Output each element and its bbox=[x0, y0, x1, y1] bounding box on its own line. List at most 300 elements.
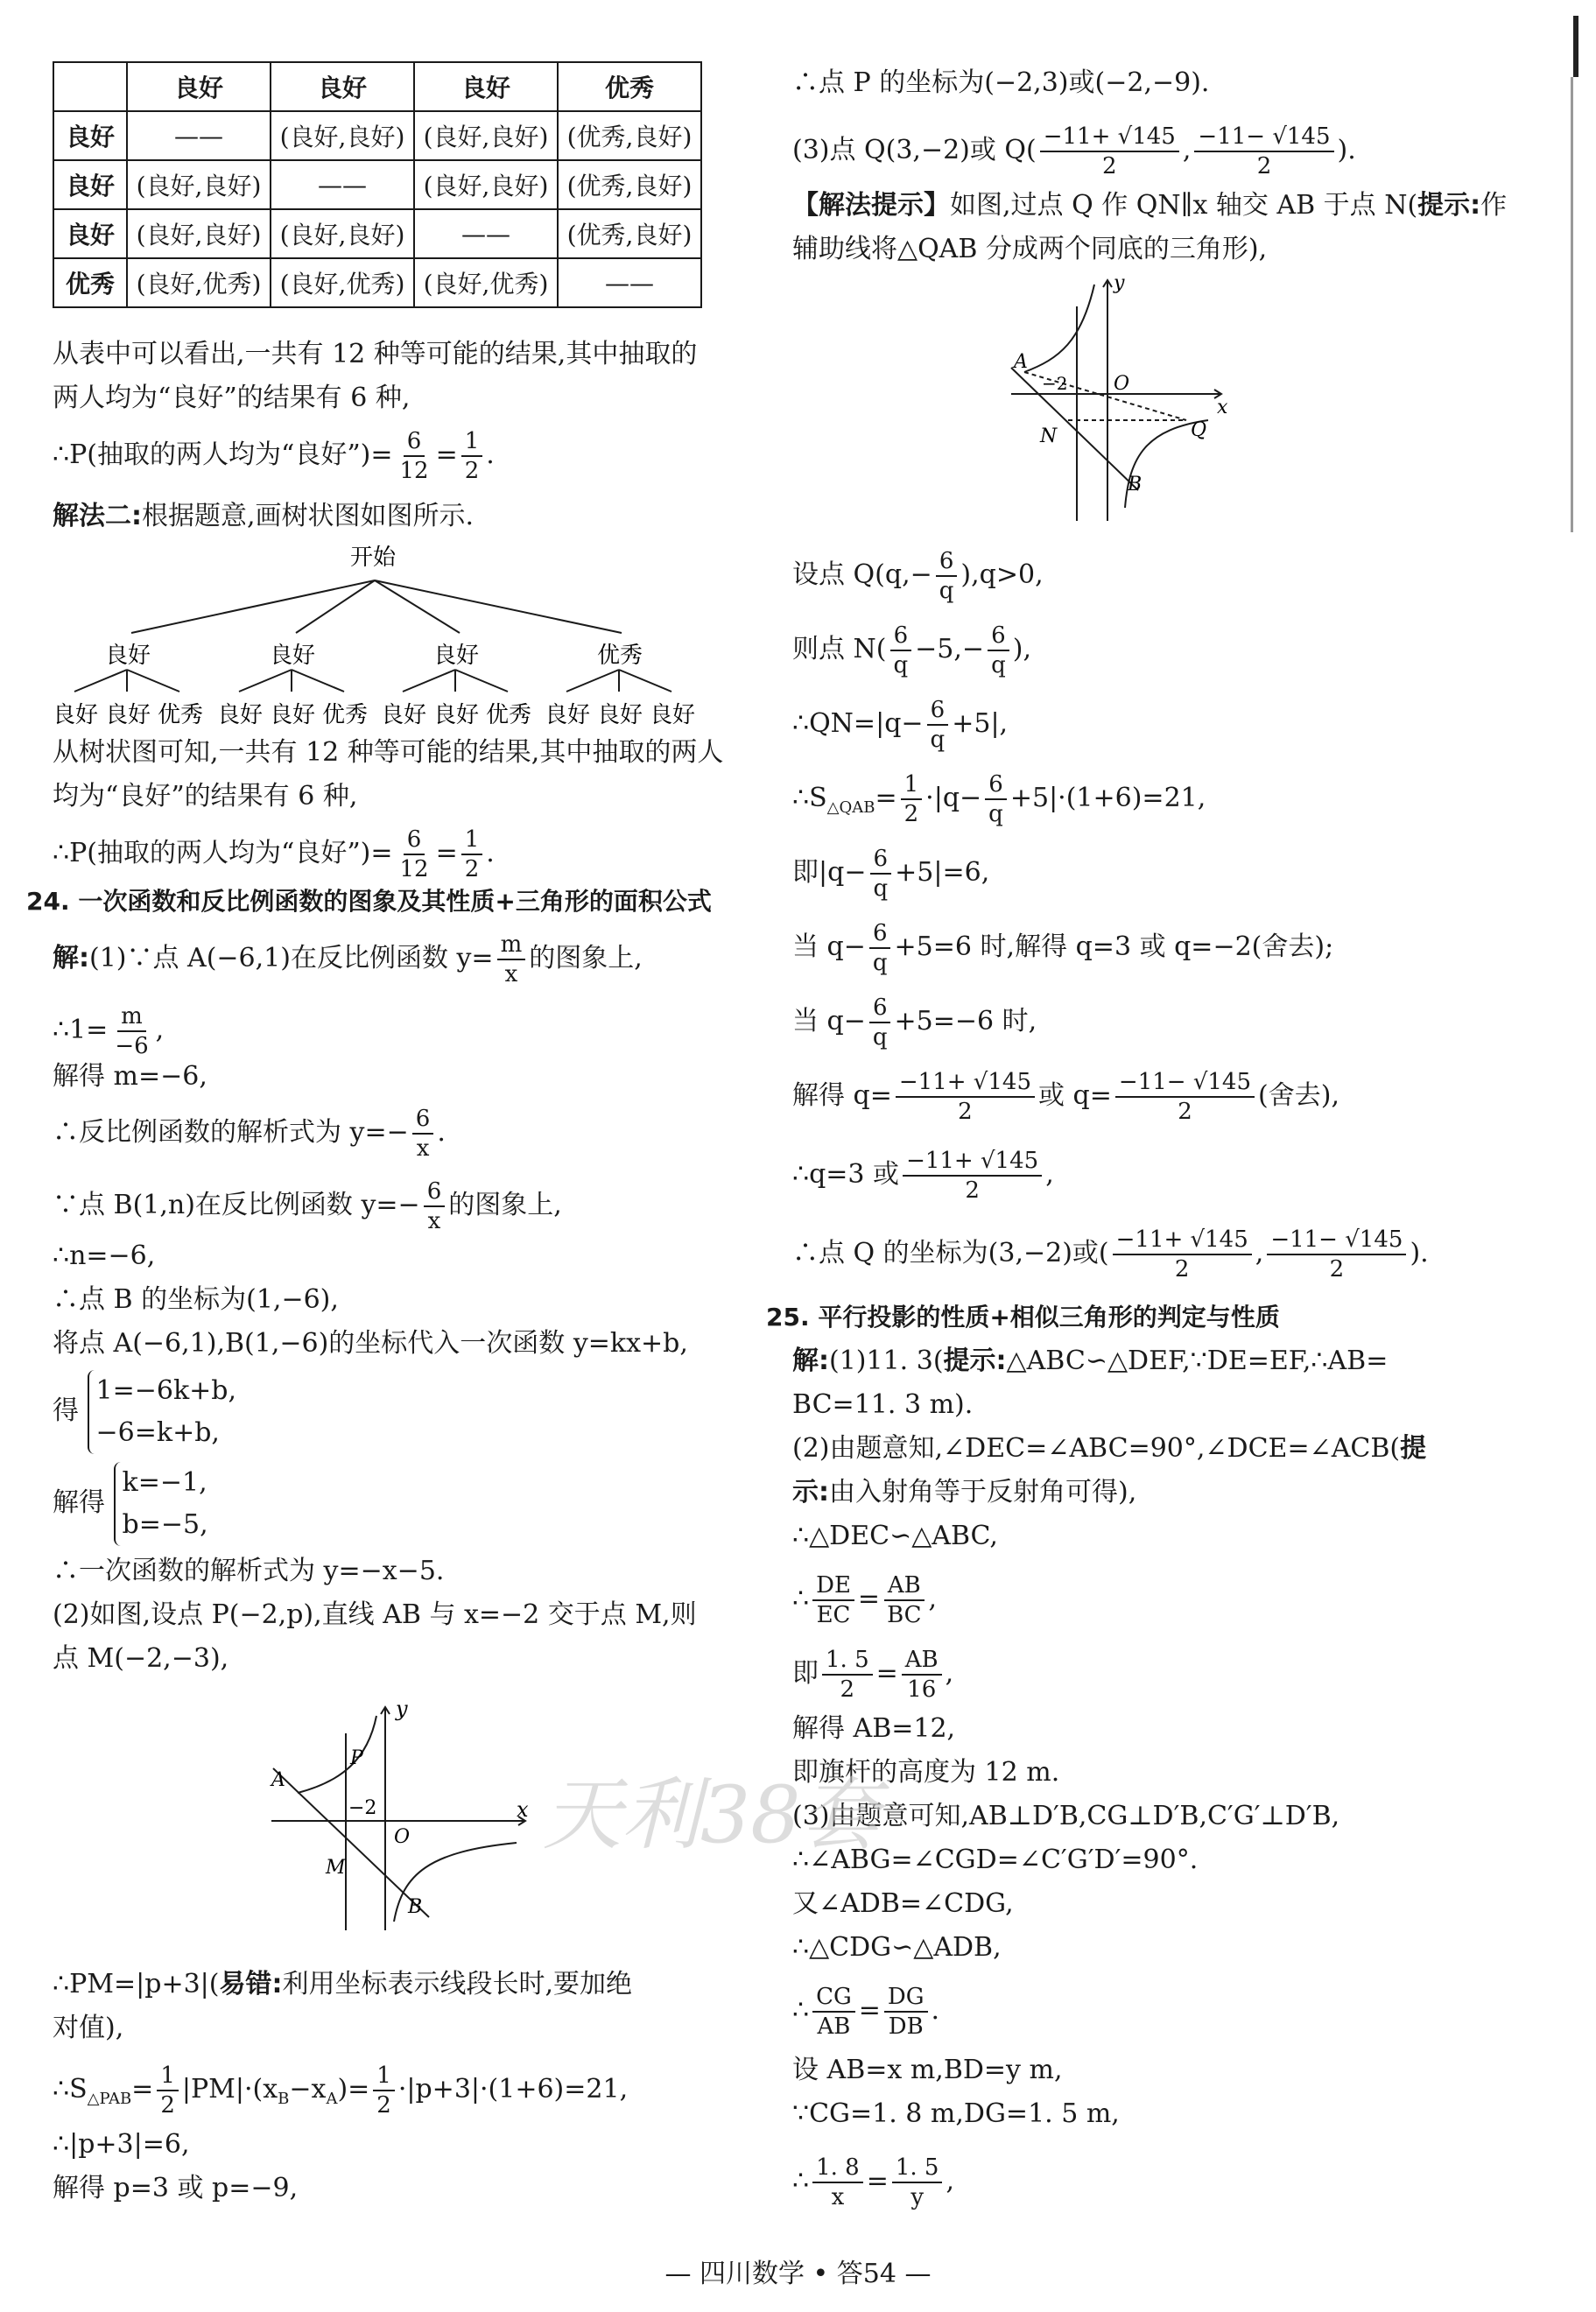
numerator: m bbox=[117, 1002, 146, 1032]
text: q bbox=[884, 559, 903, 590]
text: 的图象上, bbox=[448, 1190, 562, 1220]
table-cell: (良好,良好) bbox=[414, 160, 558, 209]
table-cell: (良好,良好) bbox=[414, 111, 558, 160]
numerator: CG bbox=[812, 1983, 855, 2013]
tree-leaf: 良好 bbox=[381, 702, 427, 728]
axis-label: y bbox=[1114, 272, 1125, 294]
fraction bbox=[892, 2154, 943, 2211]
hint-label: 示: bbox=[792, 1477, 829, 1507]
text-line: 解得 AB=12, bbox=[792, 1713, 956, 1744]
fraction bbox=[157, 2062, 179, 2119]
numerator: −11− √145 bbox=[1267, 1226, 1406, 1255]
text: )= bbox=[337, 2074, 370, 2105]
numerator: 6 bbox=[870, 845, 892, 875]
watermark-logo: 天利38套 bbox=[543, 1769, 880, 1861]
text-line: ∴n=−6, bbox=[53, 1240, 156, 1271]
text-line: 点 M(−2,−3), bbox=[53, 1643, 229, 1674]
point-label: A bbox=[1014, 351, 1028, 373]
text: q bbox=[884, 708, 902, 739]
table-cell: —— bbox=[558, 258, 701, 307]
text: q bbox=[827, 857, 845, 888]
denominator: x bbox=[831, 2184, 845, 2210]
fraction bbox=[985, 770, 1007, 828]
table-cell: —— bbox=[271, 160, 414, 209]
area-line bbox=[53, 2062, 628, 2119]
fraction bbox=[936, 547, 958, 605]
text-line: 从树状图可知,一共有 12 种等可能的结果,其中抽取的两人 bbox=[53, 737, 724, 768]
text-line: BC=11. 3 m). bbox=[792, 1389, 974, 1420]
text-line: 设 AB=x m,BD=y m, bbox=[792, 2055, 1063, 2085]
denominator: BC bbox=[887, 1602, 922, 1628]
hint-label: 【解法提示】 bbox=[792, 190, 950, 221]
fraction bbox=[373, 2062, 395, 2119]
text: 的图象上, bbox=[529, 943, 643, 973]
equation: −6=k+b, bbox=[95, 1417, 220, 1448]
axis-label: x bbox=[517, 1797, 529, 1822]
origin-label: O bbox=[1114, 373, 1130, 395]
subscript: A bbox=[326, 2090, 338, 2108]
fraction bbox=[812, 1571, 854, 1629]
denominator: 2 bbox=[1102, 153, 1117, 179]
table-cell bbox=[53, 62, 127, 111]
tree-leaf: 优秀 bbox=[322, 702, 369, 728]
text: q bbox=[942, 783, 960, 813]
ratio-line: ∴ $\frac{CG}{AB}$ = $\frac{DG}{DB}$ . bbox=[792, 1984, 940, 2040]
subscript: B bbox=[278, 2090, 290, 2108]
q-value-line bbox=[792, 1147, 1054, 1205]
denominator: 2 bbox=[840, 1676, 855, 1703]
text-line: ∴△CDG∽△ADB, bbox=[792, 1932, 1002, 1963]
denominator: 2 bbox=[1174, 1256, 1190, 1282]
numerator: −11+ √145 bbox=[1040, 123, 1179, 152]
origin-label: O bbox=[394, 1826, 411, 1848]
tree-leaf: 良好 bbox=[270, 702, 316, 728]
tree-node: 良好 bbox=[270, 643, 316, 669]
table-cell: (优秀,良好) bbox=[558, 209, 701, 258]
text-line: 从表中可以看出,一共有 12 种等可能的结果,其中抽取的 bbox=[53, 339, 698, 369]
numerator: 1. 5 bbox=[822, 1646, 873, 1676]
warning-label: 易错: bbox=[219, 1969, 283, 1999]
text: 解得 bbox=[53, 1487, 105, 1518]
text: (2)由题意知,∠DEC=∠ABC=90°,∠DCE=∠ACB( bbox=[792, 1433, 1401, 1464]
text: ∴S bbox=[792, 783, 827, 813]
function-graph-2 bbox=[1007, 271, 1234, 525]
denominator: q bbox=[872, 950, 888, 976]
tick-label: −2 bbox=[1042, 373, 1068, 394]
denominator: y bbox=[910, 2184, 925, 2210]
table-cell: 优秀 bbox=[558, 62, 701, 111]
system-line bbox=[53, 1462, 208, 1546]
text: ∴P(抽取的两人均为“良好”)= bbox=[53, 838, 393, 868]
text: (1)11. 3( bbox=[829, 1346, 944, 1376]
text: , bbox=[1045, 1159, 1054, 1190]
text: =6, bbox=[942, 857, 990, 888]
text-line: (3)由题意可知,AB⊥D′B,CG⊥D′B,C′G′⊥D′B, bbox=[792, 1801, 1340, 1831]
tree-node: 良好 bbox=[433, 643, 480, 669]
case-line bbox=[792, 919, 1333, 977]
text: +5=6 时,解得 q=3 或 q=−2(舍去); bbox=[894, 931, 1334, 962]
fraction bbox=[461, 427, 483, 485]
tree-leaf: 良好 bbox=[217, 702, 264, 728]
text: 作 bbox=[1480, 190, 1508, 221]
tree-diagram bbox=[53, 538, 744, 696]
page-footer: — 四川数学 • 答54 — bbox=[664, 2259, 932, 2289]
table-cell: 良好 bbox=[53, 209, 127, 258]
text: −x bbox=[289, 2074, 327, 2105]
ratio-line: ∴ $\frac{DE}{EC}$ = $\frac{AB}{BC}$ , bbox=[792, 1572, 938, 1628]
axis-label: x bbox=[1217, 397, 1228, 418]
q25-part2b bbox=[792, 1475, 1136, 1510]
fraction bbox=[497, 931, 526, 988]
fraction bbox=[1267, 1226, 1406, 1283]
text: |PM|·(x bbox=[181, 2074, 278, 2105]
text-line: 又∠ADB=∠CDG, bbox=[792, 1888, 1014, 1919]
numerator: 6 bbox=[869, 919, 891, 949]
text: . bbox=[437, 1117, 446, 1148]
denominator: 12 bbox=[399, 856, 429, 882]
question-25-title: 25. 平行投影的性质+相似三角形的判定与性质 bbox=[766, 1303, 1280, 1332]
table-cell: 良好 bbox=[271, 62, 414, 111]
table-cell: —— bbox=[414, 209, 558, 258]
numerator: 1 bbox=[461, 427, 483, 457]
case-line bbox=[792, 994, 1037, 1051]
denominator: DB bbox=[888, 2013, 924, 2040]
fraction bbox=[869, 994, 891, 1051]
solution-label: 解: bbox=[53, 943, 89, 973]
denominator: 2 bbox=[965, 1177, 980, 1204]
numerator: 1 bbox=[373, 2062, 395, 2091]
numerator: −11+ √145 bbox=[1113, 1226, 1252, 1255]
numerator: −11− √145 bbox=[1115, 1068, 1255, 1098]
equation-line bbox=[53, 1002, 164, 1060]
table-cell: (良好,良好) bbox=[271, 111, 414, 160]
text: ∴ bbox=[792, 2166, 810, 2196]
fraction bbox=[869, 845, 891, 903]
equation: b=−5, bbox=[122, 1509, 208, 1540]
fraction bbox=[988, 622, 1009, 679]
fraction bbox=[869, 919, 891, 977]
text: 当 q− bbox=[792, 931, 866, 962]
denominator: q bbox=[893, 652, 909, 678]
text: 解得 q= bbox=[792, 1080, 892, 1111]
point-label: Q bbox=[1191, 419, 1207, 441]
tree-leaf: 优秀 bbox=[486, 702, 532, 728]
text: ,q>0, bbox=[971, 559, 1044, 590]
table-cell: (良好,优秀) bbox=[271, 258, 414, 307]
numerator: 6 bbox=[988, 622, 1009, 651]
text-line: 解得 m=−6, bbox=[53, 1061, 207, 1092]
text: +5=−6 时, bbox=[894, 1006, 1037, 1037]
text: (舍去), bbox=[1258, 1080, 1339, 1111]
table-cell: 良好 bbox=[53, 160, 127, 209]
text: ∵点 B(1,n)在反比例函数 y=− bbox=[53, 1190, 420, 1220]
numerator: 6 bbox=[404, 826, 425, 855]
system-line bbox=[53, 1370, 236, 1454]
subscript: △PAB bbox=[87, 2090, 132, 2108]
text: 即 bbox=[792, 857, 819, 888]
function-graph-1 bbox=[263, 1698, 543, 1935]
text-line: ∵CG=1. 8 m,DG=1. 5 m, bbox=[792, 2098, 1120, 2129]
denominator: x bbox=[416, 1135, 430, 1162]
point-label: M bbox=[326, 1857, 346, 1879]
fraction bbox=[903, 1147, 1042, 1205]
text-line: (2)如图,设点 P(−2,p),直线 AB 与 x=−2 交于点 M,则 bbox=[53, 1599, 697, 1630]
text-line: 辅助线将△QAB 分成两个同底的三角形), bbox=[792, 234, 1268, 264]
denominator: 2 bbox=[1329, 1256, 1345, 1282]
text: ∴1= bbox=[53, 1015, 109, 1045]
text: 由入射角等于反射角可得), bbox=[829, 1477, 1137, 1507]
numerator: 1 bbox=[461, 826, 483, 855]
q24-part1 bbox=[53, 931, 643, 988]
table-row bbox=[53, 209, 701, 258]
numerator: 6 bbox=[936, 547, 958, 577]
text: 根据题意,画树状图如图所示. bbox=[142, 501, 475, 531]
numerator: 6 bbox=[927, 696, 949, 726]
fraction bbox=[812, 2154, 863, 2211]
numerator: AB bbox=[884, 1571, 925, 1601]
question-24-title: 24. 一次函数和反比例函数的图象及其性质+三角形的面积公式 bbox=[26, 887, 712, 916]
point-label: A bbox=[271, 1769, 285, 1791]
q-final-line: ∴点 Q 的坐标为(3,−2)或( $\frac{-11+ √145}{2}$ , $\frac{-11- √145}{2}$ ). bbox=[792, 1226, 1429, 1282]
text: 如图,过点 Q 作 QN∥x 轴交 AB 于点 N( bbox=[950, 190, 1418, 221]
area-q-line: $\therefore S_{\triangle QAB}=$ $\frac{1}{2}$ ·|q− $\frac{6}{q}$ +5|·(1+6)=21, bbox=[792, 771, 1206, 827]
fraction bbox=[927, 696, 949, 754]
set-q-line: 设点 Q(q,− $\frac{6}{q}$ ),q>0, bbox=[792, 548, 1044, 604]
solution-label: 解: bbox=[792, 1346, 829, 1376]
numerator: 1 bbox=[901, 770, 923, 800]
numerator: 6 bbox=[985, 770, 1007, 800]
text: ∴QN= bbox=[792, 708, 876, 739]
text-line: 解得 p=3 或 p=−9, bbox=[53, 2173, 299, 2203]
text-line: 即旗杆的高度为 12 m. bbox=[792, 1757, 1060, 1788]
fraction bbox=[883, 1571, 925, 1629]
tree-node: 良好 bbox=[105, 643, 151, 669]
denominator: EC bbox=[816, 1602, 851, 1628]
subscript: △QAB bbox=[826, 798, 875, 817]
page-edge-bar bbox=[1573, 16, 1578, 77]
table-cell: (良好,良好) bbox=[127, 209, 271, 258]
text: ∴PM=|p+3|( bbox=[53, 1969, 220, 1999]
tree-leaf: 良好 bbox=[53, 702, 99, 728]
numerator: −11+ √145 bbox=[896, 1068, 1035, 1098]
denominator: q bbox=[872, 1024, 888, 1051]
fraction bbox=[1113, 1226, 1252, 1283]
hint-label: 提 bbox=[1400, 1433, 1427, 1464]
numerator: 6 bbox=[412, 1105, 434, 1135]
solution-q-line bbox=[792, 1068, 1339, 1126]
denominator: x bbox=[504, 961, 518, 987]
text: ∴q=3 或 bbox=[792, 1159, 900, 1190]
text-line: 均为“良好”的结果有 6 种, bbox=[53, 781, 358, 812]
equation-line bbox=[53, 1177, 562, 1235]
text: , bbox=[155, 1015, 165, 1045]
numerator: DE bbox=[812, 1571, 854, 1601]
q25-part2 bbox=[792, 1431, 1426, 1466]
tree-leaf: 优秀 bbox=[158, 702, 204, 728]
fraction bbox=[424, 1177, 446, 1235]
text: 或 q= bbox=[1038, 1080, 1112, 1111]
table-row bbox=[53, 258, 701, 307]
axis-label: y bbox=[396, 1698, 408, 1721]
q-coordinates-line: (3)点 Q(3,−2)或 Q( $\frac{-11+ √145}{2}$ , $\frac{-11- √145}{2}$ ). bbox=[792, 123, 1356, 179]
text-line: ∴点 P 的坐标为(−2,3)或(−2,−9). bbox=[792, 67, 1210, 98]
table-cell: (良好,优秀) bbox=[127, 258, 271, 307]
text-line: ∴∠ABG=∠CGD=∠C′G′D′=90°. bbox=[792, 1845, 1199, 1875]
denominator: 12 bbox=[399, 458, 429, 484]
denominator: 2 bbox=[1256, 153, 1272, 179]
fraction bbox=[812, 1983, 855, 2041]
text: , bbox=[1182, 135, 1192, 165]
fraction bbox=[890, 622, 912, 679]
denominator: 16 bbox=[907, 1676, 937, 1703]
numerator: 6 bbox=[890, 622, 912, 651]
result-table bbox=[53, 61, 702, 308]
table-cell: 良好 bbox=[414, 62, 558, 111]
point-label: P bbox=[350, 1747, 363, 1769]
tree-leaf: 良好 bbox=[105, 702, 151, 728]
tree-node: 优秀 bbox=[597, 643, 643, 669]
table-cell: (优秀,良好) bbox=[558, 111, 701, 160]
table-cell: (良好,优秀) bbox=[414, 258, 558, 307]
denominator: 2 bbox=[903, 801, 919, 827]
table-cell: 良好 bbox=[53, 111, 127, 160]
denominator: 2 bbox=[958, 1099, 973, 1125]
numerator: AB bbox=[902, 1646, 942, 1676]
numerator: DG bbox=[884, 1983, 928, 2013]
tree-leaf: 良好 bbox=[597, 702, 643, 728]
denominator: q bbox=[939, 578, 954, 604]
equation-system bbox=[114, 1462, 208, 1546]
text: −5,− bbox=[915, 634, 985, 664]
denominator: −6 bbox=[115, 1033, 149, 1059]
text: ∴ bbox=[792, 1995, 810, 2026]
denominator: q bbox=[873, 875, 889, 902]
denominator: 2 bbox=[464, 856, 480, 882]
fraction bbox=[901, 770, 923, 828]
hint-line bbox=[792, 188, 1507, 223]
text-line: ∴△DEC∽△ABC, bbox=[792, 1521, 998, 1551]
numerator: 1 bbox=[157, 2062, 179, 2091]
tree-leaf: 良好 bbox=[545, 702, 591, 728]
denominator: 2 bbox=[160, 2092, 175, 2119]
text-line: ∴点 B 的坐标为(1,−6), bbox=[53, 1284, 339, 1315]
equation: k=−1, bbox=[122, 1467, 207, 1498]
table-cell: (良好,良好) bbox=[271, 209, 414, 258]
text-line: 两人均为“良好”的结果有 6 种, bbox=[53, 383, 411, 413]
method-two-line bbox=[53, 499, 474, 534]
text: +5 bbox=[1009, 783, 1050, 813]
ratio-line: 即 $\frac{1. 5}{2}$ = $\frac{AB}{16}$ , bbox=[792, 1647, 954, 1703]
text: ·|p+3|·(1+6)=21, bbox=[397, 2074, 629, 2105]
text: ∴P(抽取的两人均为“良好”)= bbox=[53, 439, 393, 470]
numerator: 6 bbox=[424, 1177, 446, 1207]
fraction bbox=[822, 1646, 873, 1704]
fraction bbox=[111, 1002, 151, 1060]
numerator: −11− √145 bbox=[1194, 123, 1333, 152]
text: , bbox=[1255, 1238, 1264, 1268]
numerator: 6 bbox=[869, 994, 891, 1023]
point-label: N bbox=[1040, 425, 1058, 447]
q25-part1 bbox=[792, 1344, 1388, 1379]
point-label: B bbox=[408, 1896, 423, 1918]
table-cell: (优秀,良好) bbox=[558, 160, 701, 209]
text-line: ∴|p+3|=6, bbox=[53, 2129, 190, 2160]
denominator: x bbox=[427, 1208, 441, 1234]
equation-system bbox=[88, 1370, 237, 1454]
text: △ABC∽△DEF,∵DE=EF,∴AB= bbox=[1006, 1346, 1389, 1376]
text: +5 bbox=[895, 857, 934, 888]
text: ·(1+6)=21, bbox=[1058, 783, 1206, 813]
numerator: 1. 8 bbox=[812, 2154, 863, 2183]
table-cell: 优秀 bbox=[53, 258, 127, 307]
hint-label: 提示: bbox=[943, 1346, 1007, 1376]
denominator: 2 bbox=[464, 458, 480, 484]
text: ∴ bbox=[792, 1584, 810, 1614]
denominator: 2 bbox=[376, 2092, 391, 2119]
method-label: 解法二: bbox=[53, 501, 142, 531]
text: (3)点 Q(3,−2)或 Q bbox=[792, 135, 1027, 165]
denominator: q bbox=[930, 727, 946, 753]
table-row bbox=[53, 62, 701, 111]
fraction bbox=[1194, 123, 1333, 180]
fraction bbox=[397, 427, 432, 485]
fraction bbox=[896, 1068, 1035, 1126]
fraction bbox=[461, 826, 483, 883]
text-line: 将点 A(−6,1),B(1,−6)的坐标代入一次函数 y=kx+b, bbox=[53, 1328, 688, 1359]
tree-root: 开始 bbox=[350, 545, 397, 571]
text: ∴反比例函数的解析式为 y=− bbox=[53, 1117, 409, 1148]
page-side-line bbox=[1571, 77, 1573, 532]
table-row bbox=[53, 160, 701, 209]
text: = bbox=[875, 783, 897, 813]
text: ∴S bbox=[53, 2074, 88, 2105]
text: 即 bbox=[792, 1658, 819, 1689]
text: 设点 Q bbox=[792, 559, 875, 590]
denominator: q bbox=[991, 652, 1006, 678]
equation-line: 即|q− $\frac{6}{q}$ +5|=6, bbox=[792, 846, 990, 902]
tree-leaves bbox=[53, 696, 744, 731]
fraction bbox=[397, 826, 432, 883]
table-cell: 良好 bbox=[127, 62, 271, 111]
tree-leaf: 良好 bbox=[650, 702, 696, 728]
text: 利用坐标表示线段长时,要加绝 bbox=[282, 1969, 633, 1999]
hint-label: 提示: bbox=[1417, 190, 1481, 221]
probability-line: ∴P(抽取的两人均为“良好”)= $\frac{6}{12}$ = $\frac{1}{2}$ . bbox=[53, 428, 495, 484]
denominator: AB bbox=[817, 2013, 851, 2040]
table-cell: (良好,良好) bbox=[127, 160, 271, 209]
equation: 1=−6k+b, bbox=[95, 1375, 237, 1406]
fraction bbox=[412, 1105, 434, 1163]
qn-line: ∴QN=|q− $\frac{6}{q}$ +5|, bbox=[792, 697, 1009, 753]
fraction bbox=[902, 1646, 942, 1704]
text: 则点 N bbox=[792, 634, 876, 664]
point-label: B bbox=[1128, 474, 1143, 495]
text: 得 bbox=[53, 1395, 79, 1426]
table-row bbox=[53, 111, 701, 160]
text-line: 对值), bbox=[53, 2013, 124, 2043]
pm-line bbox=[53, 1967, 632, 2002]
numerator: 1. 5 bbox=[892, 2154, 943, 2183]
text: +5 bbox=[952, 708, 991, 739]
text: (1)∵点 A(−6,1)在反比例函数 y= bbox=[89, 943, 494, 973]
equation-line bbox=[53, 1105, 446, 1163]
denominator: 2 bbox=[1178, 1099, 1192, 1125]
fraction bbox=[884, 1983, 928, 2041]
text-line: ∴一次函数的解析式为 y=−x−5. bbox=[53, 1556, 445, 1586]
text: 当 q− bbox=[792, 1006, 866, 1037]
tree-leaf: 良好 bbox=[433, 702, 480, 728]
numerator: m bbox=[497, 931, 526, 960]
